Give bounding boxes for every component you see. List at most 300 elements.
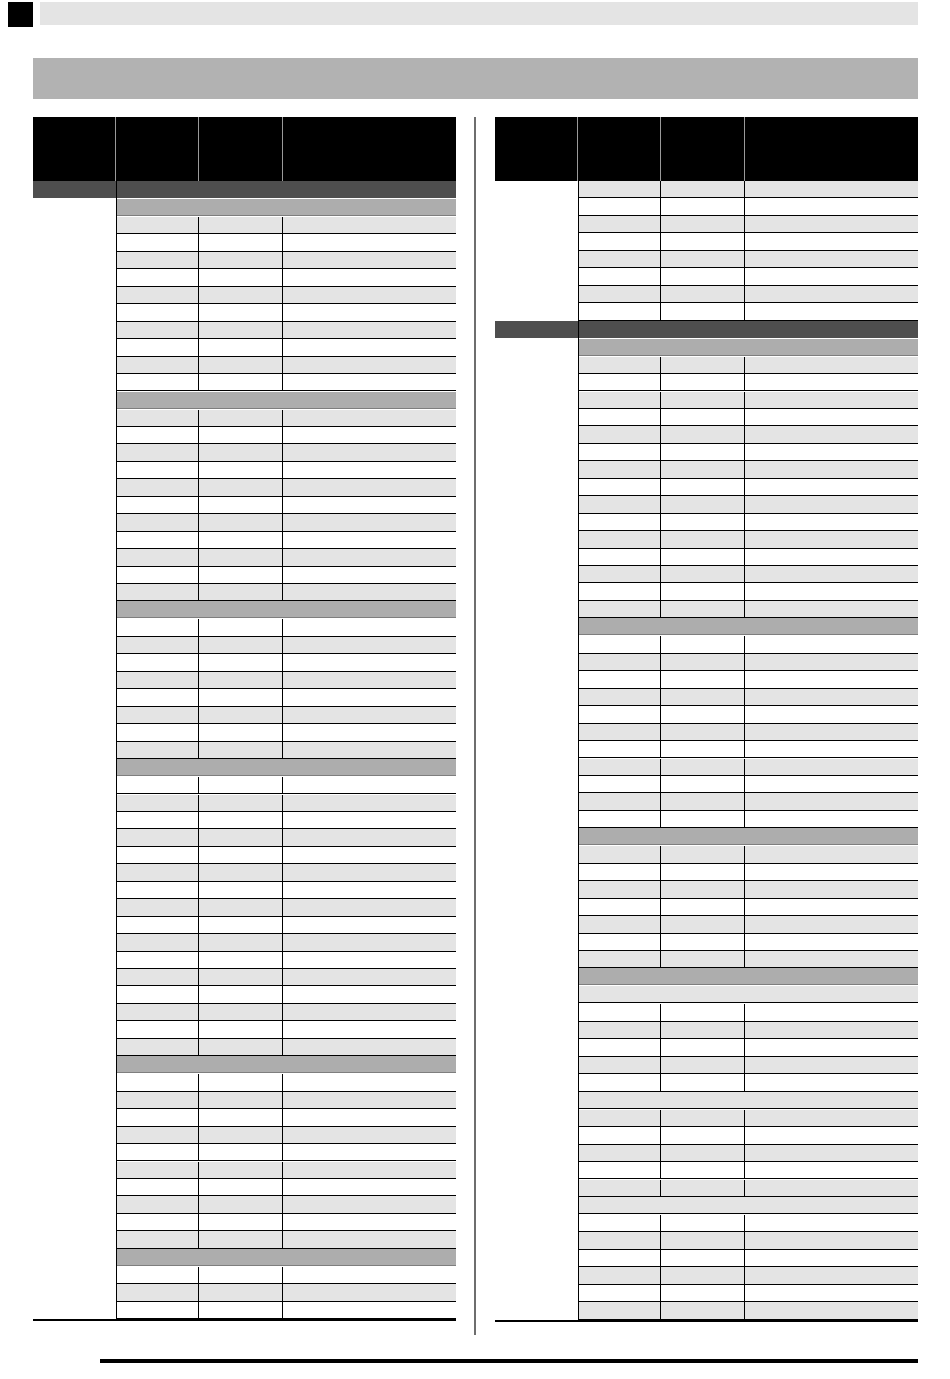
table-cell (661, 583, 745, 599)
table-cell (283, 812, 455, 828)
table-cell (199, 217, 283, 233)
subgroup-header-bar (578, 828, 918, 845)
table-row (578, 1110, 918, 1127)
table-cell (578, 1162, 661, 1178)
table-cell (283, 357, 455, 373)
table-cell (283, 864, 455, 880)
table-cell (661, 1232, 745, 1248)
table-cell (578, 724, 661, 740)
table-row (116, 777, 456, 794)
table-cell (578, 409, 661, 425)
table-row (578, 654, 918, 671)
table-cell (116, 532, 199, 548)
table-cell (745, 1232, 917, 1248)
table-cell (745, 1110, 917, 1126)
table-cell (661, 1004, 745, 1020)
table-row (578, 1180, 918, 1197)
table-cell (199, 1284, 283, 1300)
table-cell (661, 1267, 745, 1283)
table-cell (578, 357, 661, 373)
table-row (578, 1285, 918, 1302)
table-row (578, 951, 918, 968)
table-row (578, 268, 918, 285)
table-cell (283, 1021, 455, 1037)
table-row (116, 637, 456, 654)
subgroup-header-bar (578, 968, 918, 985)
subgroup-header-bar (116, 1249, 456, 1266)
table-cell (283, 462, 455, 478)
table-cell (578, 671, 661, 687)
table-cell (283, 847, 455, 863)
table-cell (661, 566, 745, 582)
table-cell (745, 1302, 917, 1318)
table-row (578, 514, 918, 531)
table-cell (199, 847, 283, 863)
table-cell (578, 793, 661, 809)
table-cell (116, 1231, 199, 1247)
column-divider (474, 117, 476, 1335)
table-row (116, 427, 456, 444)
table-cell (578, 741, 661, 757)
table-cell (116, 1127, 199, 1143)
table-cell (199, 724, 283, 740)
table-row (116, 724, 456, 741)
table-row (116, 1267, 456, 1284)
table-cell (745, 268, 917, 284)
header-cell (578, 117, 661, 181)
table-row (116, 986, 456, 1003)
table-cell (661, 1057, 745, 1073)
table-cell (283, 584, 455, 600)
table-cell (745, 1127, 917, 1143)
table-row (116, 882, 456, 899)
table-row (116, 1196, 456, 1213)
table-cell (745, 1074, 917, 1090)
table-cell (745, 864, 917, 880)
table-cell (199, 1214, 283, 1230)
table-cell (116, 427, 199, 443)
table-cell (661, 864, 745, 880)
table-cell (661, 1039, 745, 1055)
table-row (116, 672, 456, 689)
table-row (578, 864, 918, 881)
table-cell (116, 1179, 199, 1195)
table-cell (116, 689, 199, 705)
table-cell (578, 303, 661, 319)
table-row (578, 461, 918, 478)
table-cell (116, 1196, 199, 1212)
table-cell (661, 392, 745, 408)
table-cell (199, 410, 283, 426)
table-cell (199, 952, 283, 968)
table-cell (578, 881, 661, 897)
table-cell (578, 444, 661, 460)
table-row (116, 654, 456, 671)
table-cell (199, 812, 283, 828)
table-cell (116, 1214, 199, 1230)
table-cell (116, 217, 199, 233)
table-row (116, 444, 456, 461)
table-row (116, 514, 456, 531)
table-row (116, 497, 456, 514)
table-row (116, 374, 456, 391)
table-row (116, 234, 456, 251)
table-cell (745, 654, 917, 670)
table-row (116, 269, 456, 286)
table-cell (116, 357, 199, 373)
table-cell (283, 1267, 455, 1283)
table-cell (578, 531, 661, 547)
table-cell (578, 233, 661, 249)
table-cell (283, 672, 455, 688)
table-cell (661, 776, 745, 792)
table-cell (283, 549, 455, 565)
table-cell (745, 461, 917, 477)
table-cell (199, 1021, 283, 1037)
table-cell (199, 479, 283, 495)
table-cell (661, 374, 745, 390)
table-cell (116, 497, 199, 513)
table-row (578, 636, 918, 653)
table-cell (283, 619, 455, 635)
table-cell (283, 514, 455, 530)
table-cell (661, 1110, 745, 1126)
table-cell (745, 531, 917, 547)
table-cell (116, 584, 199, 600)
table-cell (661, 706, 745, 722)
table-cell (199, 462, 283, 478)
group-header-bar (495, 321, 918, 338)
table-cell (578, 286, 661, 302)
table-cell (283, 795, 455, 811)
table-row (116, 584, 456, 601)
table-cell (199, 1004, 283, 1020)
table-cell (199, 934, 283, 950)
table-cell (283, 479, 455, 495)
table-row (116, 812, 456, 829)
table-cell (283, 1214, 455, 1230)
table-row (578, 251, 918, 268)
table-cell (578, 1232, 661, 1248)
table-cell (283, 952, 455, 968)
table-row (116, 1162, 456, 1179)
table-cell (661, 793, 745, 809)
table-cell (283, 934, 455, 950)
table-cell (745, 899, 917, 915)
table-cell (283, 637, 455, 653)
table-cell (283, 1284, 455, 1300)
table-row (116, 1021, 456, 1038)
table-row (116, 217, 456, 234)
table-cell (199, 969, 283, 985)
table-cell (745, 216, 917, 232)
table-cell (116, 654, 199, 670)
table-cell (745, 251, 917, 267)
table-cell (283, 1127, 455, 1143)
table-cell (578, 1110, 661, 1126)
table-row (578, 216, 918, 233)
table-cell (578, 1039, 661, 1055)
table-cell (745, 444, 917, 460)
page-footer-rule (100, 1359, 918, 1363)
table-cell (283, 899, 455, 915)
table-cell (745, 198, 917, 214)
table-cell (199, 287, 283, 303)
table-cell (661, 496, 745, 512)
table-row (116, 532, 456, 549)
table-cell (199, 322, 283, 338)
table-cell (116, 252, 199, 268)
table-cell (199, 654, 283, 670)
table-cell (661, 1127, 745, 1143)
table-cell (578, 392, 661, 408)
table-cell (283, 252, 455, 268)
minor-header-bar (578, 1092, 918, 1109)
table-cell (661, 1180, 745, 1196)
table-cell (745, 636, 917, 652)
table-cell (283, 654, 455, 670)
table-cell (199, 672, 283, 688)
table-cell (661, 671, 745, 687)
table-cell (283, 689, 455, 705)
table-row (116, 952, 456, 969)
table-cell (283, 882, 455, 898)
table-cell (283, 410, 455, 426)
table-cell (578, 198, 661, 214)
subgroup-header-bar (578, 618, 918, 635)
table-row (578, 1004, 918, 1021)
first-column-rule (116, 181, 117, 1319)
table-cell (745, 671, 917, 687)
table-cell (661, 881, 745, 897)
table-row (578, 444, 918, 461)
table-row (116, 1074, 456, 1091)
table-row (578, 811, 918, 828)
table-row (116, 795, 456, 812)
table-cell (661, 1074, 745, 1090)
table-cell (578, 1267, 661, 1283)
table-cell (199, 497, 283, 513)
table-cell (745, 1267, 917, 1283)
table-cell (199, 1196, 283, 1212)
table-cell (199, 795, 283, 811)
subgroup-header-bar (116, 601, 456, 618)
table-cell (578, 461, 661, 477)
table-cell (578, 426, 661, 442)
table-cell (745, 1162, 917, 1178)
table-cell (661, 549, 745, 565)
table-cell (283, 1162, 455, 1178)
table-cell (199, 1179, 283, 1195)
header-cell (33, 117, 116, 181)
table-cell (116, 1039, 199, 1055)
table-row (578, 1022, 918, 1039)
table-cell (745, 1057, 917, 1073)
table-cell (661, 951, 745, 967)
minor-header-bar (578, 986, 918, 1003)
table-cell (578, 268, 661, 284)
table-cell (116, 549, 199, 565)
table-cell (199, 619, 283, 635)
table-row (578, 1057, 918, 1074)
table-row (578, 706, 918, 723)
table-cell (661, 899, 745, 915)
table-cell (578, 1145, 661, 1161)
table-cell (199, 1127, 283, 1143)
table-row (116, 339, 456, 356)
table-cell (199, 584, 283, 600)
table-cell (199, 829, 283, 845)
table-cell (199, 637, 283, 653)
table-row (116, 689, 456, 706)
header-cell (116, 117, 199, 181)
table-row (578, 1074, 918, 1091)
table-row (116, 1284, 456, 1301)
table-row (578, 198, 918, 215)
table-cell (199, 1039, 283, 1055)
table-row (116, 1179, 456, 1196)
table-cell (745, 583, 917, 599)
table-cell (578, 601, 661, 617)
table-cell (661, 759, 745, 775)
table-cell (661, 1145, 745, 1161)
table-cell (116, 304, 199, 320)
table-cell (283, 1039, 455, 1055)
table-cell (199, 864, 283, 880)
table-cell (283, 374, 455, 390)
table-cell (745, 811, 917, 827)
table-cell (283, 444, 455, 460)
table-cell (578, 181, 661, 197)
table-cell (745, 426, 917, 442)
table-cell (661, 479, 745, 495)
table-cell (116, 374, 199, 390)
table-cell (745, 724, 917, 740)
table-cell (116, 1021, 199, 1037)
table-row (578, 1250, 918, 1267)
table-cell (116, 934, 199, 950)
table-cell (116, 339, 199, 355)
table-cell (745, 181, 917, 197)
subgroup-header-bar (116, 199, 456, 216)
table-cell (283, 1144, 455, 1160)
table-cell (578, 1074, 661, 1090)
subgroup-header-bar (116, 759, 456, 776)
table-cell (199, 1302, 283, 1318)
table-row (578, 1162, 918, 1179)
table-row (116, 322, 456, 339)
table-cell (745, 514, 917, 530)
table-row (116, 1302, 456, 1319)
table-cell (283, 1092, 455, 1108)
table-row (578, 392, 918, 409)
table-row (116, 1127, 456, 1144)
table-cell (578, 1250, 661, 1266)
table-cell (116, 672, 199, 688)
table-cell (578, 496, 661, 512)
table-cell (283, 742, 455, 758)
table-cell (116, 444, 199, 460)
table-cell (199, 1144, 283, 1160)
table-cell (199, 514, 283, 530)
table-row (578, 759, 918, 776)
table-cell (116, 269, 199, 285)
table-cell (578, 583, 661, 599)
table-cell (661, 636, 745, 652)
table-row (578, 1127, 918, 1144)
table-cell (661, 934, 745, 950)
table-row (116, 479, 456, 496)
table-row (116, 410, 456, 427)
table-row (116, 1214, 456, 1231)
table-cell (745, 1022, 917, 1038)
table-cell (745, 1215, 917, 1231)
table-cell (116, 234, 199, 250)
subgroup-header-bar (116, 1056, 456, 1073)
table-cell (745, 549, 917, 565)
table-cell (283, 427, 455, 443)
table-cell (661, 1250, 745, 1266)
table-cell (283, 339, 455, 355)
table-cell (745, 409, 917, 425)
table-row (116, 742, 456, 759)
table-cell (661, 251, 745, 267)
table-cell (745, 479, 917, 495)
table-cell (578, 706, 661, 722)
table-cell (199, 1109, 283, 1125)
table-cell (283, 1302, 455, 1318)
table-cell (578, 514, 661, 530)
table-cell (578, 1180, 661, 1196)
table-row (578, 689, 918, 706)
table-cell (578, 636, 661, 652)
table-cell (745, 1285, 917, 1301)
table-cell (578, 1127, 661, 1143)
table-cell (116, 637, 199, 653)
table-cell (199, 357, 283, 373)
table-cell (116, 619, 199, 635)
table-cell (116, 1267, 199, 1283)
table-cell (199, 567, 283, 583)
table-row (116, 1109, 456, 1126)
table-cell (578, 934, 661, 950)
table-cell (199, 427, 283, 443)
table-row (578, 181, 918, 198)
table-cell (199, 1231, 283, 1247)
table-cell (661, 601, 745, 617)
table-cell (199, 444, 283, 460)
minor-header-bar (578, 1197, 918, 1214)
table-row (578, 426, 918, 443)
table-cell (199, 1267, 283, 1283)
table-cell (661, 198, 745, 214)
table-cell (283, 724, 455, 740)
table-cell (578, 566, 661, 582)
table-cell (199, 269, 283, 285)
table-cell (116, 847, 199, 863)
table-cell (116, 882, 199, 898)
table-row (578, 916, 918, 933)
table-cell (116, 567, 199, 583)
table-cell (283, 287, 455, 303)
table-cell (199, 532, 283, 548)
table-cell (661, 724, 745, 740)
table-cell (283, 217, 455, 233)
table-row (578, 1215, 918, 1232)
table-cell (116, 1144, 199, 1160)
table-cell (283, 1179, 455, 1195)
table-cell (578, 951, 661, 967)
